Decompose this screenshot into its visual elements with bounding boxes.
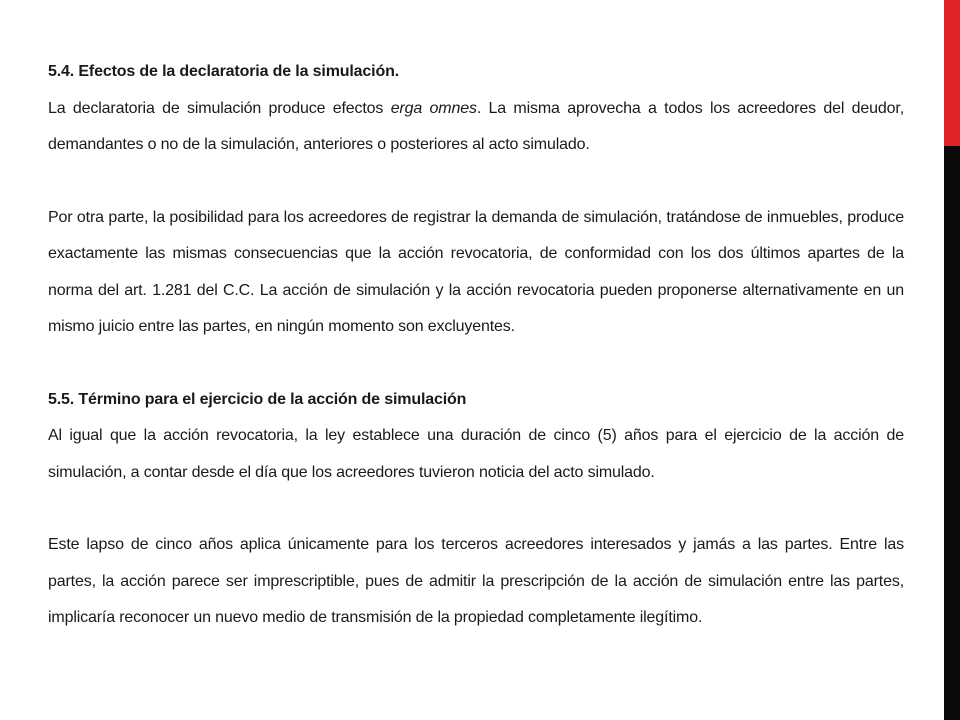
paragraph-spacer bbox=[48, 164, 904, 200]
paragraph-spacer bbox=[48, 491, 904, 527]
section-heading-5-5: 5.5. Término para el ejercicio de la acción de simulación bbox=[48, 390, 467, 408]
paragraph-text: La declaratoria de simulación produce efectos bbox=[48, 99, 391, 117]
paragraph-text: . La misma aprovecha a todos los acreedores del deudor, demandantes o no de la simulación, anteriores o posteriores al acto simulado. bbox=[48, 99, 904, 153]
accent-bar-bottom bbox=[944, 146, 960, 720]
paragraph-registro-demanda: Por otra parte, la posibilidad para los acreedores de registrar la demanda de simulación, tratándose de inmuebles, produce exactamente las mismas consecuencias que la acción revocatoria, de conformidad con los dos últimos apartes de la norma del art. 1.281 del C.C. La acción de simulación y la acción revocatoria pueden proponerse alternativamente en un mismo juicio entre las partes, en ningún momento son excluyentes. bbox=[48, 208, 904, 335]
paragraph-duracion: Al igual que la acción revocatoria, la ley establece una duración de cinco (5) años para el ejercicio de la acción de simulación, a contar desde el día que los acreedores tuvieron noticia del acto simulado. bbox=[48, 427, 904, 481]
section-heading-5-4: 5.4. Efectos de la declaratoria de la simulación. bbox=[48, 63, 400, 80]
paragraph-spacer bbox=[48, 346, 904, 382]
paragraph-erga-omnes bbox=[48, 91, 904, 164]
emphasis-erga-omnes: erga omnes bbox=[390, 99, 477, 117]
paragraph-lapso: Este lapso de cinco años aplica únicamente para los terceros acreedores interesados y jamás a las partes. Entre las partes, la acción parece ser imprescriptible, pues de admitir la prescripción de la acción de simulación entre las partes, implicaría reconocer un nuevo medio de transmisión de la propiedad completamente ilegítimo. bbox=[48, 536, 904, 626]
accent-bar-top bbox=[944, 0, 960, 146]
slide-content bbox=[48, 54, 904, 637]
